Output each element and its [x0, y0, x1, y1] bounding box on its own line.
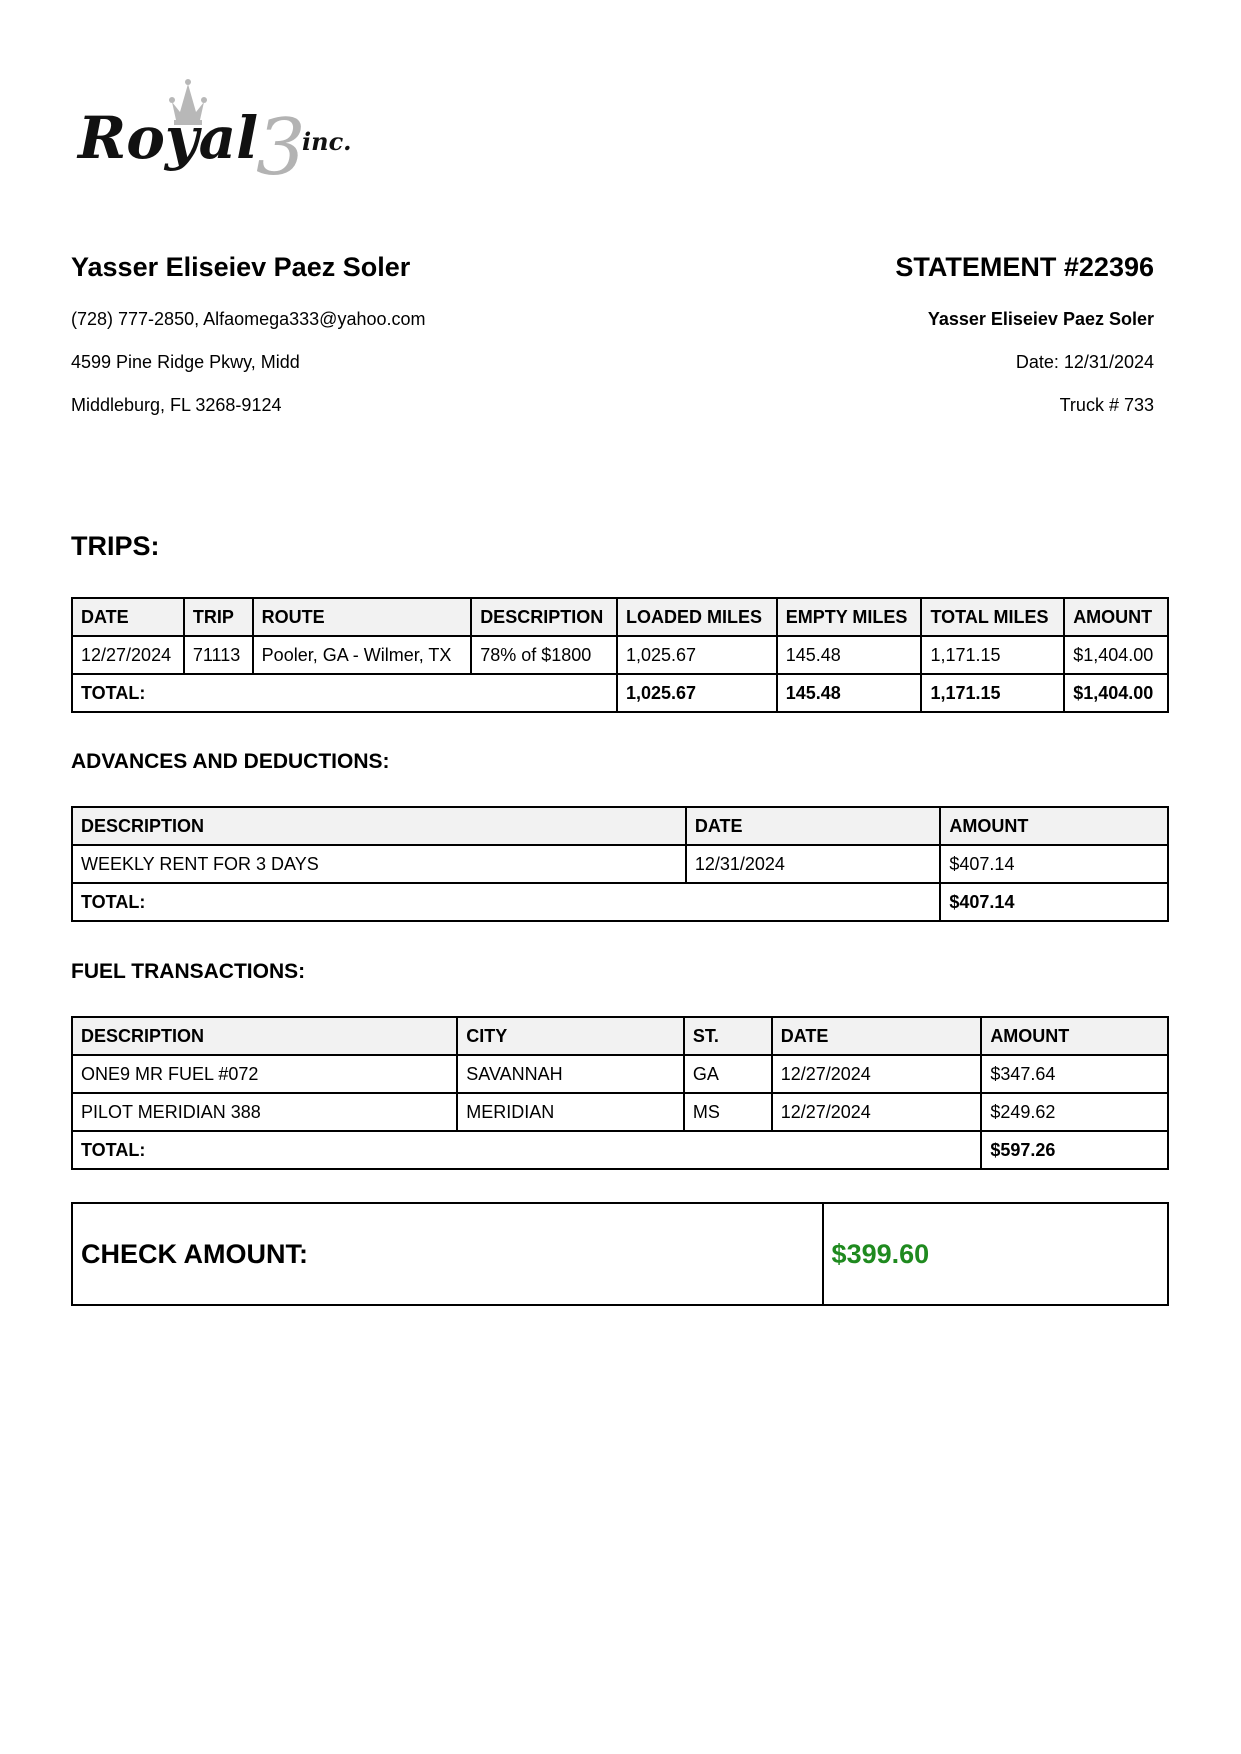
table-header-row: [72, 598, 1168, 636]
fuel-city: MERIDIAN: [457, 1093, 684, 1131]
statement-title: STATEMENT #22396: [895, 252, 1154, 282]
header-cell: AMOUNT: [940, 807, 1168, 845]
total-amount: $407.14: [940, 883, 1168, 921]
statement-info: [895, 247, 1154, 417]
fuel-date: 12/27/2024: [772, 1093, 982, 1131]
table-total-row: [72, 674, 1168, 712]
header-cell: DESCRIPTION: [471, 598, 617, 636]
table-total-row: [72, 883, 1168, 921]
total-amount: $597.26: [981, 1131, 1168, 1169]
statement-truck: Truck # 733: [1059, 395, 1154, 415]
company-logo: [76, 78, 382, 190]
logo-number: 3: [256, 103, 306, 190]
fuel-state: MS: [684, 1093, 772, 1131]
driver-name: Yasser Eliseiev Paez Soler: [71, 252, 411, 282]
total-loaded-miles: 1,025.67: [617, 674, 777, 712]
advance-description: WEEKLY RENT FOR 3 DAYS: [72, 845, 686, 883]
advance-date: 12/31/2024: [686, 845, 941, 883]
logo-word: Royal: [78, 104, 259, 172]
header-cell: CITY: [457, 1017, 684, 1055]
total-label: TOTAL:: [72, 674, 617, 712]
header-cell: DATE: [772, 1017, 982, 1055]
check-amount-box: [71, 1202, 1169, 1306]
driver-contact: (728) 777-2850, Alfaomega333@yahoo.com: [71, 309, 426, 329]
trip-loaded-miles: 1,025.67: [617, 636, 777, 674]
fuel-table: [71, 1016, 1169, 1170]
header-cell: TOTAL MILES: [921, 598, 1064, 636]
header-cell: ST.: [684, 1017, 772, 1055]
table-row: [72, 1055, 1168, 1093]
fuel-date: 12/27/2024: [772, 1055, 982, 1093]
header-cell: EMPTY MILES: [777, 598, 922, 636]
advance-amount: $407.14: [940, 845, 1168, 883]
trip-route: Pooler, GA - Wilmer, TX: [253, 636, 472, 674]
header-cell: LOADED MILES: [617, 598, 777, 636]
header-cell: DATE: [686, 807, 941, 845]
logo-suffix: inc.: [302, 127, 352, 156]
trip-number: 71113: [184, 636, 253, 674]
total-label: TOTAL:: [72, 1131, 981, 1169]
header-cell: DESCRIPTION: [72, 1017, 457, 1055]
advances-table: [71, 806, 1169, 922]
fuel-city: SAVANNAH: [457, 1055, 684, 1093]
statement-date: Date: 12/31/2024: [1015, 352, 1154, 372]
header-cell: TRIP: [184, 598, 253, 636]
table-header-row: [72, 1017, 1168, 1055]
header-cell: DATE: [72, 598, 184, 636]
statement-name: Yasser Eliseiev Paez Soler: [927, 309, 1154, 329]
total-amount: $1,404.00: [1064, 674, 1168, 712]
header-cell: AMOUNT: [981, 1017, 1168, 1055]
fuel-title: FUEL TRANSACTIONS:: [71, 960, 306, 983]
total-empty-miles: 145.48: [777, 674, 922, 712]
total-label: TOTAL:: [72, 883, 940, 921]
trip-amount: $1,404.00: [1064, 636, 1168, 674]
table-row: [72, 636, 1168, 674]
header-cell: ROUTE: [253, 598, 472, 636]
fuel-description: PILOT MERIDIAN 388: [72, 1093, 457, 1131]
trip-description: 78% of $1800: [471, 636, 617, 674]
trip-date: 12/27/2024: [72, 636, 184, 674]
driver-info: [71, 247, 426, 417]
fuel-amount: $347.64: [981, 1055, 1168, 1093]
header-cell: AMOUNT: [1064, 598, 1168, 636]
check-amount-value: $399.60: [823, 1203, 1168, 1305]
fuel-description: ONE9 MR FUEL #072: [72, 1055, 457, 1093]
table-row: [72, 845, 1168, 883]
table-row: [72, 1093, 1168, 1131]
table-total-row: [72, 1131, 1168, 1169]
check-amount-label: CHECK AMOUNT:: [72, 1203, 823, 1305]
trip-total-miles: 1,171.15: [921, 636, 1064, 674]
total-total-miles: 1,171.15: [921, 674, 1064, 712]
driver-address-line1: 4599 Pine Ridge Pkwy, Midd: [71, 352, 300, 372]
header-cell: DESCRIPTION: [72, 807, 686, 845]
trips-title: TRIPS:: [71, 531, 160, 561]
fuel-state: GA: [684, 1055, 772, 1093]
trips-table: [71, 597, 1169, 713]
trip-empty-miles: 145.48: [777, 636, 922, 674]
advances-title: ADVANCES AND DEDUCTIONS:: [71, 750, 390, 773]
fuel-amount: $249.62: [981, 1093, 1168, 1131]
driver-address-line2: Middleburg, FL 3268-9124: [71, 395, 282, 415]
table-header-row: [72, 807, 1168, 845]
